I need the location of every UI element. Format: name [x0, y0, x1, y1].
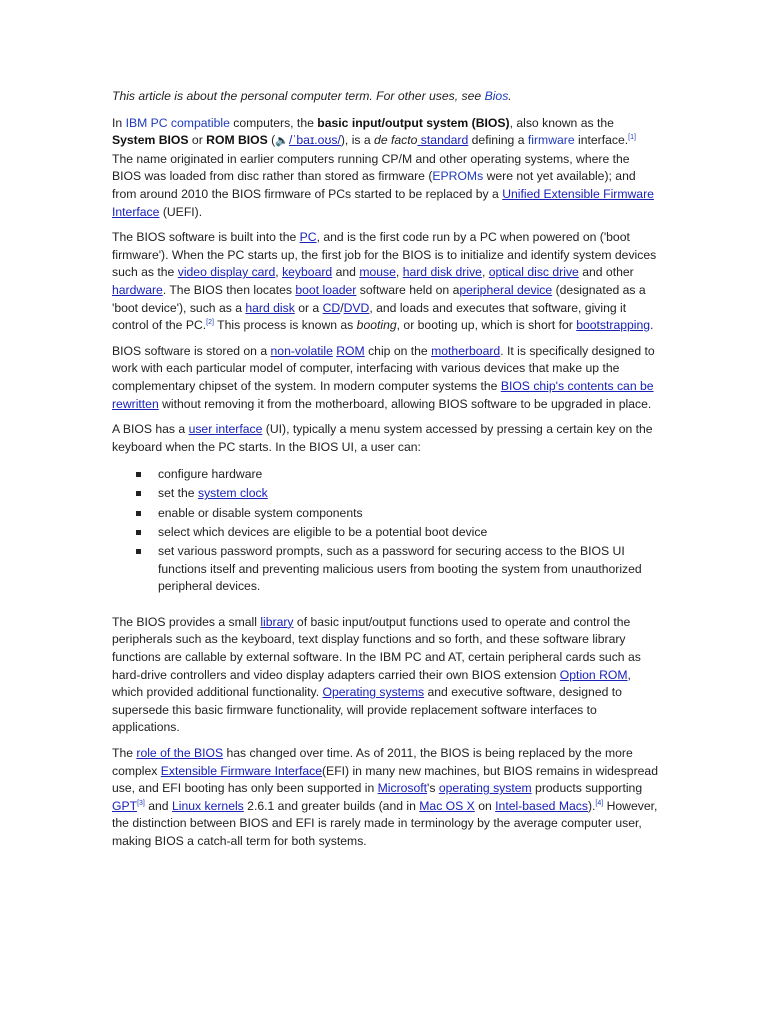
role-of-bios-link[interactable]: role of the BIOS: [136, 745, 224, 760]
article-body: [112, 88, 660, 859]
hard-disk-link[interactable]: hard disk: [245, 300, 295, 315]
reference-4[interactable]: [4]: [595, 799, 604, 807]
text: . The BIOS then locates: [162, 282, 296, 297]
gpt-link[interactable]: GPT: [112, 798, 138, 813]
text: , or booting up, which is short for: [396, 318, 577, 333]
microsoft-link[interactable]: Microsoft: [377, 781, 428, 796]
paragraph-intro: [112, 115, 660, 222]
reference-2[interactable]: [2]: [206, 319, 214, 327]
text: ,: [395, 265, 403, 280]
text: interface.: [574, 133, 629, 148]
paragraph-boot: [112, 229, 660, 335]
list-item: [136, 466, 660, 484]
bullet-icon: [136, 472, 141, 477]
optical-disc-drive-link[interactable]: optical disc drive: [488, 265, 579, 280]
rom-bios-term: ROM BIOS: [206, 133, 268, 148]
paragraph-storage: [112, 343, 660, 413]
text: .: [650, 318, 654, 333]
keyboard-link[interactable]: keyboard: [282, 265, 333, 280]
bullet-icon: [136, 491, 141, 496]
list-item-text: select which devices are eligible to be a potential boot device: [158, 524, 488, 539]
text: (EFI) in many new machines, but BIOS remains in widespread use, and EFI booting has only been supported in: [112, 763, 658, 796]
cd-link[interactable]: CD: [322, 300, 341, 315]
bullet-icon: [136, 511, 141, 516]
booting-term: booting: [356, 318, 397, 333]
text: , and loads and executes that software, giving it control of the PC.: [112, 300, 627, 333]
text: 2.6.1 and greater builds (and in: [243, 798, 420, 813]
text: , and is the first code run by a PC when powered on ('boot firmware'). When the PC starts up, the first job for the BIOS is to initialize and identify system devices such as the: [112, 230, 657, 280]
text: A BIOS has a: [112, 422, 189, 437]
list-item-text: set the: [158, 486, 198, 501]
paragraph-ui: [112, 421, 660, 456]
list-item: [136, 543, 660, 596]
video-display-card-link[interactable]: video display card: [177, 265, 276, 280]
reference-3[interactable]: [3]: [137, 799, 145, 807]
hard-disk-drive-link[interactable]: hard disk drive: [402, 265, 482, 280]
text: and: [332, 265, 360, 280]
bios-ui-capabilities-list: [112, 466, 660, 596]
text: were not yet available); and from around 2010 the BIOS firmware of PCs started to be replaced by a: [112, 169, 636, 201]
text: or: [188, 133, 207, 148]
efi-link[interactable]: Extensible Firmware Interface: [160, 763, 322, 778]
list-item-text: set various password prompts, such as a password for securing access to the BIOS UI functions itself and preventing malicious users from booting the system from unauthorized peripheral devices.: [158, 544, 642, 594]
text: ,: [275, 265, 283, 280]
text: software held on a: [356, 282, 460, 297]
text: , which provided additional functionality.: [112, 667, 631, 700]
hatnote: [112, 88, 660, 106]
bios-full-name: basic input/output system (BIOS): [317, 115, 510, 130]
text: However, the distinction between BIOS and EFI is rarely made in terminology by the average computer user, making BIOS a catch-all term for both systems.: [112, 798, 658, 848]
text: The name originated in earlier computers running CP/M and other operating systems, where the BIOS was loaded from disc rather than stored as firmware (: [112, 151, 630, 184]
hatnote-text: This article is about the personal computer term. For other uses, see: [112, 89, 485, 103]
text: defining a: [468, 133, 528, 148]
text: , also known as the: [509, 115, 614, 130]
pc-link[interactable]: PC: [299, 230, 317, 245]
text: and executive software, designed to supersede this basic firmware functionality, will provide replacement software interfaces to applications.: [112, 685, 622, 735]
linux-kernels-link[interactable]: Linux kernels: [171, 798, 244, 813]
user-interface-link[interactable]: user interface: [188, 422, 263, 437]
text: (: [267, 133, 276, 148]
mouse-link[interactable]: mouse: [359, 265, 396, 280]
text: products supporting: [531, 781, 643, 796]
eproms-link[interactable]: EPROMs: [432, 169, 484, 184]
text: computers, the: [229, 115, 318, 130]
text: without removing it from the motherboard, allowing BIOS software to be upgraded in place.: [158, 396, 652, 411]
text: BIOS software is stored on a: [112, 343, 271, 358]
text: ).: [587, 798, 596, 813]
bullet-icon: [136, 549, 141, 554]
ibm-pc-compatible-link[interactable]: IBM PC compatible: [125, 115, 230, 130]
library-link[interactable]: library: [260, 614, 294, 629]
text: . It is specifically designed to work with each particular model of computer, interfacing with various devices that make up the complementary chipset of the system. In modern computer systems the: [112, 343, 655, 393]
system-bios-term: System BIOS: [112, 133, 189, 148]
motherboard-link[interactable]: motherboard: [431, 343, 501, 358]
text: 's: [427, 781, 439, 796]
pronunciation-link[interactable]: /ˈbaɪ.oʊs/: [288, 133, 341, 148]
uefi-link[interactable]: Unified Extensible Firmware Interface: [112, 186, 654, 219]
text: and: [144, 798, 172, 813]
list-item: [136, 524, 660, 542]
bios-disambiguation-link[interactable]: Bios: [484, 89, 509, 103]
text: chip on the: [364, 343, 432, 358]
list-item: [136, 505, 660, 523]
non-volatile-link[interactable]: non-volatile: [270, 343, 333, 358]
system-clock-link[interactable]: system clock: [197, 486, 268, 501]
paragraph-library: [112, 614, 660, 737]
text: This process is known as: [213, 318, 357, 333]
text: The BIOS software is built into the: [112, 230, 300, 245]
de-facto-term: de facto: [374, 133, 418, 148]
text: The BIOS provides a small: [112, 614, 261, 629]
option-rom-link[interactable]: Option ROM: [559, 667, 628, 682]
speaker-icon[interactable]: 🔈: [275, 135, 289, 148]
text: (UEFI).: [159, 204, 203, 219]
text: or a: [294, 300, 323, 315]
operating-system-link[interactable]: operating system: [438, 781, 532, 796]
text: and other: [578, 265, 634, 280]
bootstrapping-link[interactable]: bootstrapping: [576, 318, 651, 333]
text: (UI), typically a menu system accessed by pressing a certain key on the keyboard when the PC starts. In the BIOS UI, a user can:: [112, 422, 653, 454]
list-item: [136, 485, 660, 503]
text: The: [112, 745, 137, 760]
hardware-link[interactable]: hardware: [112, 282, 163, 297]
text: /: [340, 300, 344, 315]
firmware-link[interactable]: firmware: [527, 133, 575, 148]
standard-link[interactable]: standard: [417, 133, 469, 148]
boot-loader-link[interactable]: boot loader: [295, 282, 357, 297]
list-item-text: enable or disable system components: [158, 505, 363, 520]
intel-based-macs-link[interactable]: Intel-based Macs: [495, 798, 588, 813]
list-item-text: configure hardware: [158, 467, 263, 482]
dvd-link[interactable]: DVD: [343, 300, 370, 315]
text: has changed over time. As of 2011, the BIOS is being replaced by the more complex: [112, 745, 633, 778]
mac-os-x-link[interactable]: Mac OS X: [419, 798, 475, 813]
text: ), is a: [340, 133, 375, 148]
reference-1[interactable]: [1]: [628, 134, 636, 142]
bullet-icon: [136, 530, 141, 535]
peripheral-device-link[interactable]: peripheral device: [459, 282, 553, 297]
hatnote-end: .: [508, 89, 512, 103]
operating-systems-link[interactable]: Operating systems: [322, 685, 425, 700]
bios-chip-contents-link[interactable]: BIOS chip's contents can be rewritten: [112, 378, 654, 411]
rom-link[interactable]: ROM: [336, 343, 365, 358]
text: In: [112, 115, 126, 130]
text: (designated as a 'boot device'), such as a: [112, 282, 646, 315]
text: on: [474, 798, 496, 813]
text: ,: [481, 265, 489, 280]
paragraph-role: [112, 745, 660, 851]
text: of basic input/output functions used to operate and control the peripherals such as the keyboard, text display functions and so forth, and these software library functions are callable by external software. In the IBM PC and AT, certain peripheral cards such as hard-drive controllers and video display adapters carried their own BIOS extension: [112, 614, 641, 682]
